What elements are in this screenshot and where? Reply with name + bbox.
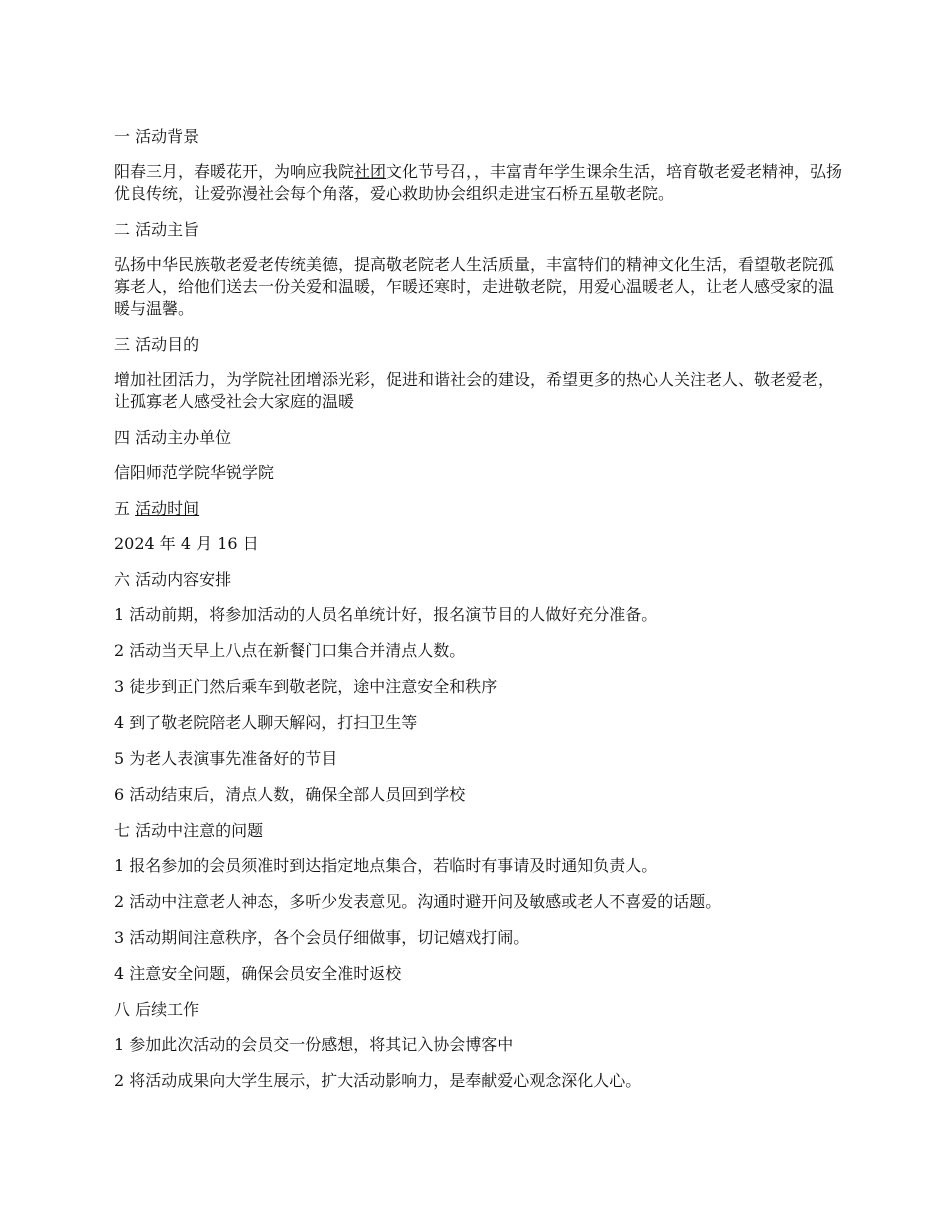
list-item: 4 到了敬老院陪老人聊天解闷，打扫卫生等: [114, 713, 418, 732]
list-item: 1 参加此次活动的会员交一份感想，将其记入协会博客中: [114, 1035, 514, 1054]
paragraph-background: [114, 161, 844, 205]
section-heading-followup: 八 后续工作: [114, 1000, 200, 1019]
list-item: 1 报名参加的会员须准时到达指定地点集合，若临时有事请及时通知负责人。: [114, 856, 658, 875]
list-item: 3 徒步到正门然后乘车到敬老院，途中注意安全和秩序: [114, 677, 498, 696]
section-heading-notes: 七 活动中注意的问题: [114, 821, 264, 840]
paragraph-purpose: 弘扬中华民族敬老爱老传统美德，提高敬老院老人生活质量，丰富特们的精神文化生活，看望敬老院孤寡老人，给他们送去一份关爱和温暖，乍暖还寒时，走进敬老院，用爱心温暖老人，让老人感受家的温暖与温馨。: [114, 255, 835, 318]
section-heading-time-prefix: 五: [114, 499, 136, 518]
list-item: 2 将活动成果向大学生展示，扩大活动影响力，是奉献爱心观念深化人心。: [114, 1071, 642, 1090]
list-item: 1 活动前期，将参加活动的人员名单统计好，报名演节目的人做好充分准备。: [114, 605, 658, 624]
paragraph-background-text-end: 文化节号召，，丰富青年学生课余生活，培育敬老爱老精神，弘扬优良传统，让爱弥漫社会每个角落，爱心救助协会组织走进宝石桥五星敬老院。: [114, 162, 843, 203]
club-link[interactable]: 社团: [354, 162, 387, 181]
document-page: [114, 126, 844, 1106]
paragraph-background-text-start: 阳春三月，春暖花开，为响应我院: [114, 162, 355, 181]
paragraph-goal: 增加社团活力，为学院社团增添光彩，促进和谐社会的建设，希望更多的热心人关注老人、敬老爱老，让孤寡老人感受社会大家庭的温暖: [114, 370, 835, 411]
list-item: 6 活动结束后，清点人数，确保全部人员回到学校: [114, 785, 466, 804]
list-item: 2 活动当天早上八点在新餐门口集合并清点人数。: [114, 641, 466, 660]
section-heading-organizer: 四 活动主办单位: [114, 428, 232, 447]
list-item: 3 活动期间注意秩序，各个会员仔细做事，切记嬉戏打闹。: [114, 928, 530, 947]
activity-time-link[interactable]: 活动时间: [135, 499, 200, 518]
section-heading-background: 一 活动背景: [114, 127, 200, 146]
paragraph-time: 2024 年 4 月 16 日: [114, 534, 259, 553]
section-heading-purpose: 二 活动主旨: [114, 220, 200, 239]
section-heading-schedule: 六 活动内容安排: [114, 570, 232, 589]
section-heading-goal: 三 活动目的: [114, 335, 200, 354]
paragraph-organizer: 信阳师范学院华锐学院: [114, 463, 275, 482]
section-heading-time: [114, 498, 844, 520]
list-item: 5 为老人表演事先准备好的节目: [114, 749, 338, 768]
list-item: 4 注意安全问题，确保会员安全准时返校: [114, 964, 402, 983]
list-item: 2 活动中注意老人神态，多听少发表意见。沟通时避开问及敏感或老人不喜爱的话题。: [114, 892, 722, 911]
